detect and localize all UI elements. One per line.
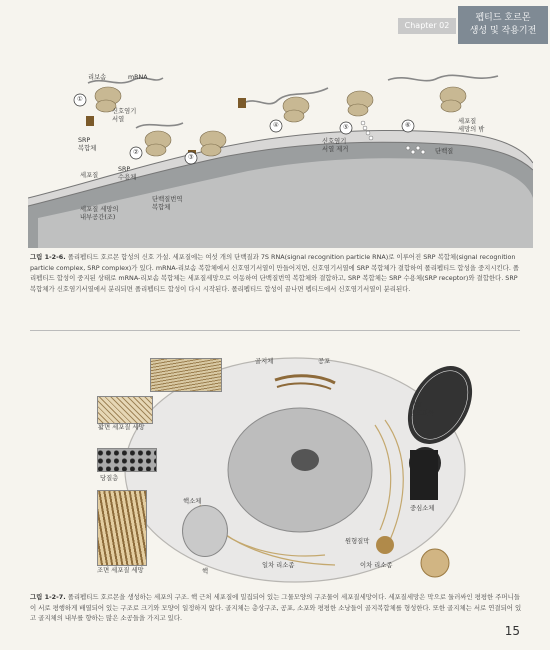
caption-2-label: 그림 1-2-7. [30, 593, 66, 601]
caption-1-text: 폴리펩티드 호르몬 합성의 신호 가설. 세포질에는 여섯 개의 단백질과 7S RNA(signal recognition particle RNA)로 이루어진 SRP 복합체(signal recognition particle complex, SRP complex)가 있다. mRNA-리보솜 복합체에서 신호염기서열이 만들어지면, 신호염기서열에 SRP 복합체가 결합하여 폴리펩티드 합성을 중지시킨다. 폴리펩티드 합성이 중지된 상태로 mRNA-리보솜 복합체는 세포질세망으로 이동하여 단백질번역 복합체와 결합하고, SRP 복합체는 SRP 수용체(SRP receptor)와 결합한다. SRP 복합체가 신호염기서열에서 분리되면 폴리펩티드 합성이 다시 시작된다. 폴리펩티드 합성이 끝나면 펩티드에서 신호염기서열이 분리된다. [30, 253, 520, 293]
step-2-number: ② [133, 149, 139, 156]
page-number: 15 [504, 624, 520, 638]
lysosome-secondary-shape [421, 549, 449, 577]
inset-centriole [410, 450, 438, 500]
chapter-title-line2: 생성 및 작용기전 [469, 26, 537, 36]
chapter-tab [398, 0, 550, 50]
label-mrna: mRNA [128, 74, 148, 81]
step-4-number: ④ [273, 122, 279, 129]
caption-1-label: 그림 1-2-6. [30, 253, 66, 261]
label-centriole: 중심소체 [410, 505, 435, 512]
ribosome-step6 [440, 87, 466, 112]
label-lysosome-primary: 일차 리소좀 [262, 562, 295, 569]
ribosome-step5 [347, 91, 373, 116]
label-srp-receptor: SRP 수용체 [118, 166, 137, 181]
ribosome-step2 [145, 131, 171, 156]
step-6-number: ⑥ [405, 122, 411, 129]
label-nucleolus: 핵소체 [183, 498, 202, 505]
er-lumen [38, 158, 533, 248]
label-nucleus: 핵 [202, 568, 209, 575]
chapter-title-line1: 펩티드 호르몬 [475, 13, 531, 23]
label-mitochondria: 미토 콘드리아 [410, 402, 435, 417]
label-vesicle: 공포 [318, 358, 331, 365]
step-3-number: ③ [188, 154, 194, 161]
figure-caption-1 [30, 252, 522, 294]
label-lysosome-secondary: 이차 리소좀 [360, 562, 393, 569]
label-er-lumen: 세포질 세망의 내부공간(조) [80, 206, 119, 221]
label-signal-removed: 신호염기 서열 제거 [322, 138, 349, 153]
label-ribosome: 리보솜 [88, 74, 107, 81]
inset-glycogen [97, 448, 157, 472]
inset-rough-er [97, 490, 147, 566]
label-rough-er: 조면 세포질 세망 [97, 567, 144, 574]
label-cytoplasm: 세포질 [80, 172, 99, 179]
label-srp-complex: SRP 복합체 [78, 137, 97, 152]
label-smooth-er: 활면 세포질 세망 [98, 424, 145, 431]
chapter-title [458, 6, 548, 44]
label-protein: 단백질 [435, 148, 454, 155]
chapter-label: Chapter 02 [398, 18, 456, 34]
label-translocon: 단백질번역 복합체 [152, 196, 183, 211]
label-golgi: 골지체 [255, 358, 274, 365]
nucleolus-shape [291, 449, 319, 471]
inset-nucleolus [182, 505, 228, 557]
step-5-number: ⑤ [343, 124, 349, 131]
label-ribosome-er: 원형질막 [345, 538, 370, 545]
label-glycogen: 당질층 [100, 475, 119, 482]
srp-complex-icon [86, 116, 94, 126]
caption-2-text: 폴리펩티드 호르몬을 생성하는 세포의 구조. 핵 근처 세포질에 밀집되어 있는 그물모양의 구조물이 세포질세망이다. 세포질세망은 막으로 둘러싸인 평평한 주머니들이 서로 평행하게 배열되어 있는 구조로 크기와 모양이 일정하지 않다. 골지체는 층상구조, 공포, 소포와 평평한 소낭들이 골지복합체를 형성한다. 또한 골지체는 서로 연결되어 있고 골지체의 내부를 향하는 많은 소공들을 가지고 있다. [30, 593, 522, 622]
ribosome-step4 [283, 97, 309, 122]
label-signal-sequence: 신호염기 서열 [112, 108, 137, 123]
inset-golgi [150, 358, 222, 392]
figure-caption-2 [30, 592, 522, 624]
step-1-number: ① [77, 96, 83, 103]
label-outside: 세포질 세망의 밖 [458, 118, 485, 133]
section-divider [30, 330, 520, 331]
inset-smooth-er [97, 396, 153, 424]
